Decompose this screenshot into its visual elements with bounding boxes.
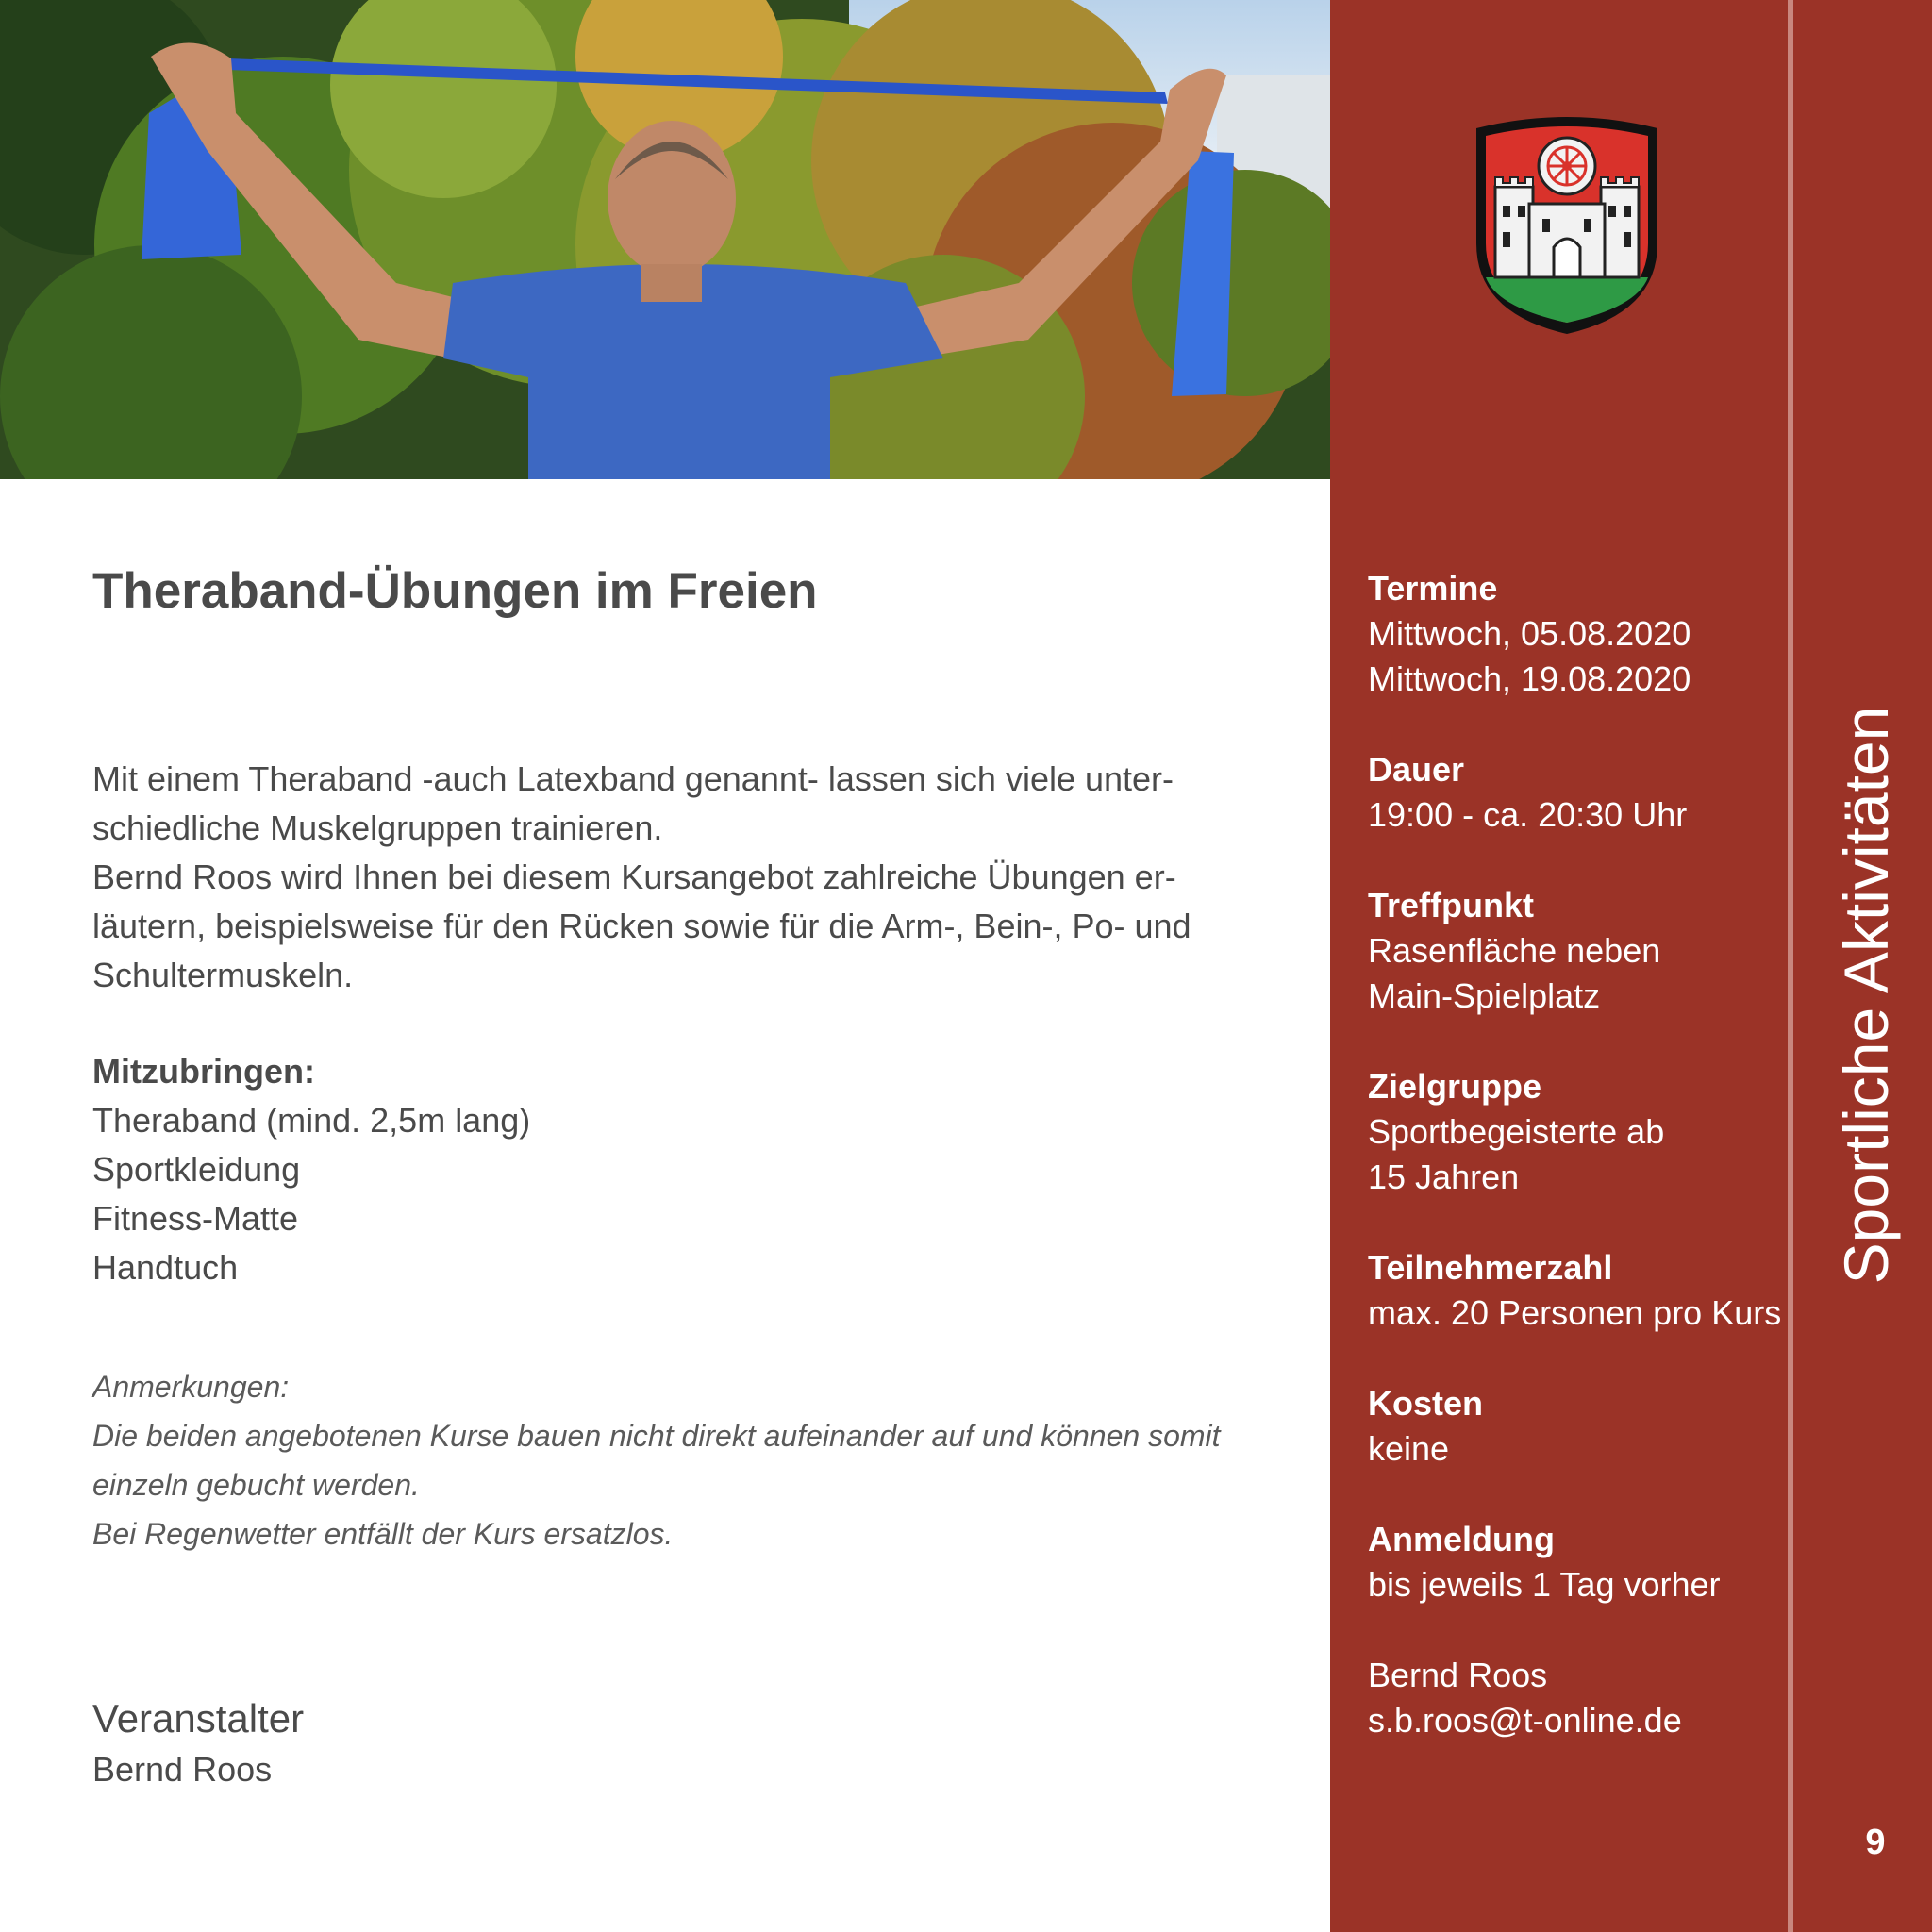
notes-line: Bei Regenwetter entfällt der Kurs ersatzlos. [92,1517,674,1551]
description [92,755,1272,1000]
page-title: Theraband-Übungen im Freien [92,563,818,619]
info-label: Treffpunkt [1368,886,1534,924]
course-info [1368,566,1783,1789]
description-line: Mit einem Theraband -auch Latexband genannt- lassen sich viele unter- [92,759,1174,798]
contact-name: Bernd Roos [1368,1656,1548,1694]
info-value: Mittwoch, 19.08.2020 [1368,659,1691,698]
info-value: Mittwoch, 05.08.2020 [1368,614,1691,653]
description-line: läutern, beispielsweise für den Rücken sowie für die Arm-, Bein-, Po- und [92,907,1191,945]
notes-label: Anmerkungen: [92,1370,290,1404]
theraband-exercise-image [0,0,1330,479]
info-label: Anmeldung [1368,1520,1555,1558]
organizer-name: Bernd Roos [92,1750,273,1789]
info-meeting-point [1368,883,1783,1019]
info-value: 15 Jahren [1368,1158,1520,1196]
info-value: 19:00 - ca. 20:30 Uhr [1368,795,1688,834]
info-label: Zielgruppe [1368,1067,1542,1106]
info-value: Rasenfläche neben [1368,931,1661,970]
info-value: Main-Spielplatz [1368,976,1601,1015]
contact-email: s.b.roos@t-online.de [1368,1701,1682,1740]
organizer-label: Veranstalter [92,1696,305,1740]
description-line: Bernd Roos wird Ihnen bei diesem Kursangebot zahlreiche Übungen er- [92,858,1176,896]
info-duration [1368,747,1783,838]
info-value: bis jeweils 1 Tag vorher [1368,1565,1721,1604]
info-dates [1368,566,1783,702]
info-label: Kosten [1368,1384,1484,1423]
notes [92,1362,1291,1558]
info-label: Termine [1368,569,1498,608]
description-line: Schultermuskeln. [92,956,354,994]
bring-item: Theraband (mind. 2,5m lang) [92,1101,531,1140]
info-target-group [1368,1064,1783,1200]
organizer [92,1692,304,1794]
bring-label: Mitzubringen: [92,1052,315,1091]
info-costs [1368,1381,1783,1472]
info-label: Dauer [1368,750,1465,789]
info-contact [1368,1653,1783,1743]
sidebar-divider [1788,0,1793,1932]
info-participants [1368,1245,1783,1336]
notes-line: Die beiden angebotenen Kurse bauen nicht direkt aufeinander auf und können somit [92,1419,1221,1453]
bring-item: Fitness-Matte [92,1199,299,1238]
notes-line: einzeln gebucht werden. [92,1468,420,1502]
bring-item: Handtuch [92,1248,239,1287]
info-value: keine [1368,1429,1450,1468]
description-line: schiedliche Muskelgruppen trainieren. [92,808,663,847]
info-label: Teilnehmerzahl [1368,1248,1613,1287]
info-value: max. 20 Personen pro Kurs [1368,1293,1782,1332]
info-value: Sportbegeisterte ab [1368,1112,1665,1151]
section-title-vertical: Sportliche Aktivitäten [1831,706,1901,1285]
info-registration [1368,1517,1783,1607]
bring-list [92,1047,530,1292]
page-number: 9 [1865,1823,1886,1862]
coat-of-arms-icon [1467,111,1667,338]
header-photo [0,0,1330,479]
bring-item: Sportkleidung [92,1150,301,1189]
